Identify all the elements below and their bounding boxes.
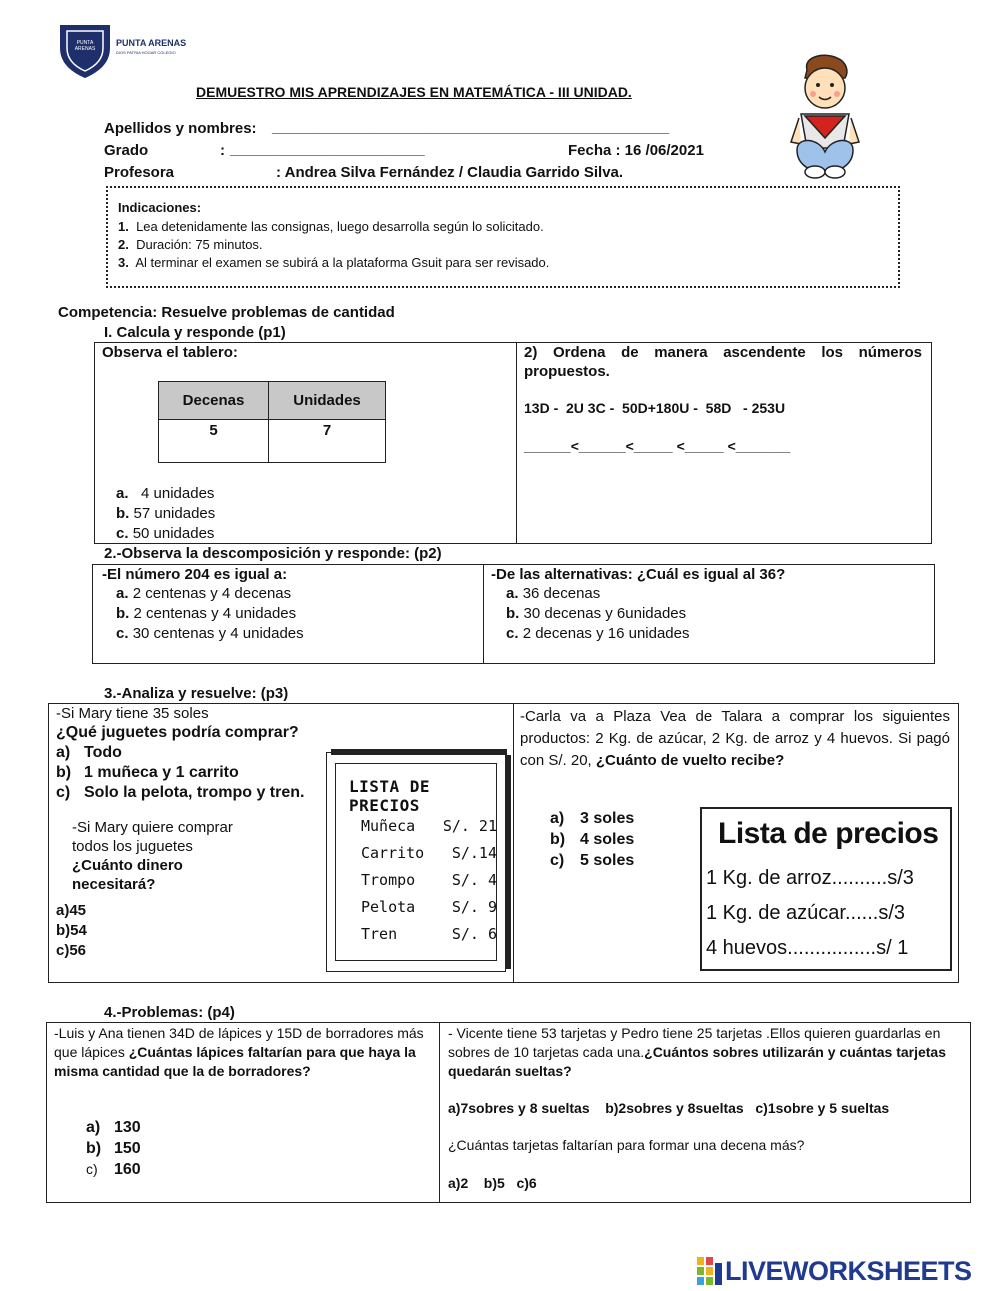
- carla-problem: -Carla va a Plaza Vea de Talara a comprar los siguientes productos: 2 Kg. de azúcar, 2 Kg. de arroz y 4 huevos. Si pagó con S/. 20, ¿Cuánto de vuelto recibe?: [520, 708, 950, 769]
- option-item[interactable]: a. 36 decenas: [506, 585, 601, 602]
- vicente-problem: - Vicente tiene 53 tarjetas y Pedro tiene 25 tarjetas .Ellos quieren guardarlas en sobres de 10 tarjetas cada una.¿Cuántos sobres utilizarán y cuántas tarjetas quedarán sueltas?: [448, 1025, 947, 1079]
- section2-right-prompt: -De las alternativas: ¿Cuál es igual al 36?: [491, 566, 786, 583]
- option-item[interactable]: c) Solo la pelota, trompo y tren.: [56, 784, 305, 801]
- instruction-item: 2. Duración: 75 minutos.: [118, 237, 263, 252]
- luis-options: [86, 1117, 141, 1180]
- toy-row: Carrito S/.14: [361, 844, 497, 862]
- competence-heading: Competencia: Resuelve problemas de cantidad: [58, 304, 395, 321]
- boy-illustration: [785, 52, 865, 182]
- toy-row: Trompo S/. 4: [361, 871, 497, 889]
- option-item[interactable]: a) 130: [86, 1119, 141, 1136]
- grade-label: Grado: [104, 142, 149, 159]
- grocery-list-title: Lista de precios: [718, 817, 939, 850]
- option-item[interactable]: b) 1 muñeca y 1 carrito: [56, 764, 239, 781]
- table-header: Decenas: [159, 382, 269, 420]
- toy-list-title: LISTA DE PRECIOS: [349, 777, 431, 815]
- section1-title: I. Calcula y responde (p1): [104, 324, 286, 341]
- luis-problem: -Luis y Ana tienen 34D de lápices y 15D de borradores más que lápices ¿Cuántas lápices faltarían para que haya la misma cantidad que la de borradores?: [54, 1025, 424, 1079]
- option-item[interactable]: c. 30 centenas y 4 unidades: [116, 625, 304, 642]
- section1-left-prompt: Observa el tablero:: [102, 344, 238, 361]
- option-item[interactable]: b)54: [56, 922, 87, 939]
- option-item[interactable]: c. 2 decenas y 16 unidades: [506, 625, 690, 642]
- option-item[interactable]: a)45: [56, 902, 87, 919]
- instruction-item: 1. Lea detenidamente las consignas, luego desarrolla según lo solicitado.: [118, 219, 544, 234]
- toy-row: Muñeca S/. 21: [361, 817, 497, 835]
- toy-row: Pelota S/. 9: [361, 898, 497, 916]
- teacher-value: : Andrea Silva Fernández / Claudia Garrido Silva.: [276, 164, 624, 181]
- section2-left-prompt: -El número 204 es igual a:: [102, 566, 288, 583]
- table-header: Unidades: [269, 382, 386, 420]
- place-value-table: [158, 381, 386, 463]
- option-item[interactable]: b) 150: [86, 1140, 141, 1157]
- date-text: Fecha : 16 /06/2021: [568, 142, 704, 159]
- section1-right-prompt: 2) Ordena de manera ascendente los números propuestos.: [524, 344, 922, 380]
- toy-row: Tren S/. 6: [361, 925, 497, 943]
- liveworksheets-icon: [697, 1257, 723, 1285]
- option-item[interactable]: c. 50 unidades: [116, 525, 215, 542]
- grocery-row: 4 huevos................s/ 1: [706, 937, 909, 959]
- option-item[interactable]: a. 4 unidades: [116, 485, 215, 502]
- teacher-label: Profesora: [104, 164, 175, 181]
- option-item[interactable]: a) 3 soles: [550, 810, 635, 827]
- section2-left-options: [116, 584, 304, 644]
- section2-title: 2.-Observa la descomposición y responde: (p2): [104, 545, 442, 562]
- table-cell: 7: [269, 420, 386, 463]
- section2-right-options: [506, 584, 689, 644]
- name-label: Apellidos y nombres:: [104, 120, 257, 137]
- option-item[interactable]: b. 57 unidades: [116, 505, 216, 522]
- mary-options: [56, 743, 304, 803]
- page-title: DEMUESTRO MIS APRENDIZAJES EN MATEMÁTICA - III UNIDAD.: [196, 84, 632, 100]
- order-answer-line[interactable]: ______<______<_____ <_____ <_______: [524, 438, 791, 454]
- mary2-line: -Si Mary quiere comprar: [72, 819, 233, 836]
- option-item[interactable]: c) 160: [86, 1161, 141, 1178]
- vicente-question-2: ¿Cuántas tarjetas faltarían para formar una decena más?: [448, 1137, 805, 1153]
- option-item[interactable]: b. 2 centenas y 4 unidades: [116, 605, 297, 622]
- mary2-line: todos los juguetes: [72, 838, 193, 855]
- toy-list-rows: [361, 813, 497, 948]
- grocery-row: 1 Kg. de arroz..........s/3: [706, 867, 914, 889]
- mary2-question: ¿Cuánto dinero: [72, 857, 183, 874]
- option-item[interactable]: b. 30 decenas y 6unidades: [506, 605, 687, 622]
- instruction-item: 3. Al terminar el examen se subirá a la plataforma Gsuit para ser revisado.: [118, 255, 550, 270]
- numbers-to-order: 13D - 2U 3C - 50D+180U - 58D - 253U: [524, 400, 786, 416]
- grocery-row: 1 Kg. de azúcar......s/3: [706, 902, 906, 924]
- mary-question: ¿Qué juguetes podría comprar?: [56, 724, 299, 741]
- section4-title: 4.-Problemas: (p4): [104, 1004, 235, 1021]
- toy-price-list: [326, 752, 506, 972]
- shield-text: PUNTA ARENAS: [74, 40, 96, 52]
- grade-field[interactable]: _________________________: [230, 141, 425, 157]
- mary-intro: -Si Mary tiene 35 soles: [56, 705, 209, 722]
- grocery-list-rows: [706, 861, 914, 966]
- school-logo: [58, 22, 198, 78]
- instructions-title: Indicaciones:: [118, 200, 202, 215]
- carla-options: [550, 808, 634, 871]
- liveworksheets-logo: [697, 1256, 972, 1286]
- option-item[interactable]: c) 5 soles: [550, 852, 635, 869]
- option-item[interactable]: b) 4 soles: [550, 831, 635, 848]
- table-cell: 5: [159, 420, 269, 463]
- section3-title: 3.-Analiza y resuelve: (p3): [104, 685, 289, 702]
- option-item[interactable]: c)56: [56, 942, 87, 959]
- option-item[interactable]: a) Todo: [56, 744, 122, 761]
- mary2-question: necesitará?: [72, 876, 156, 893]
- vicente-options[interactable]: a)7sobres y 8 sueltas b)2sobres y 8sueltas c)1sobre y 5 sueltas: [448, 1100, 890, 1116]
- name-field[interactable]: ___________________________________________________: [272, 119, 670, 135]
- mary2-options: [56, 901, 87, 961]
- vicente-options-2[interactable]: a)2 b)5 c)6: [448, 1175, 537, 1191]
- logo-name: PUNTA ARENAS: [116, 38, 187, 48]
- section1-options: [116, 484, 215, 544]
- grocery-price-list: [700, 807, 952, 971]
- instructions-box: [106, 186, 900, 288]
- option-item[interactable]: a. 2 centenas y 4 decenas: [116, 585, 292, 602]
- brand-text: LIVEWORKSHEETS: [725, 1255, 972, 1286]
- grade-colon: :: [220, 142, 225, 159]
- logo-motto: DIOS PATRIA HOGAR COLEGIO: [116, 50, 176, 55]
